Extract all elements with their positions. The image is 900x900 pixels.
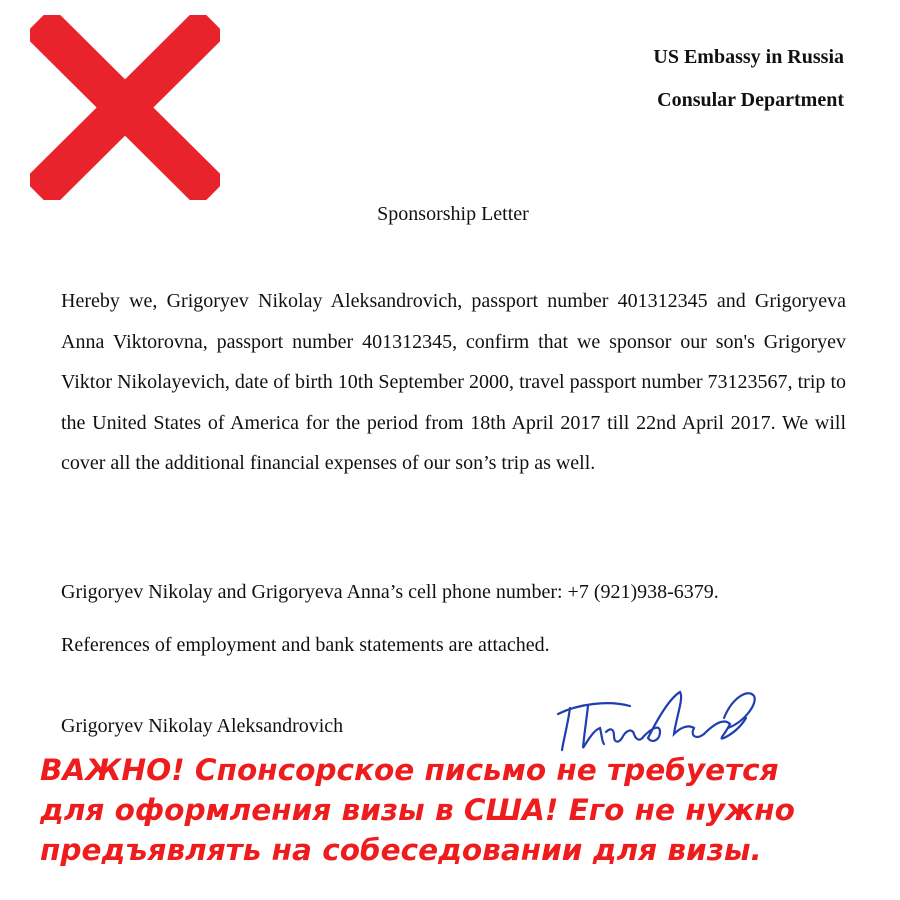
phone-number-line: Grigoryev Nikolay and Grigoryeva Anna’s cell phone number: +7 (921)938-6379. bbox=[61, 581, 719, 603]
warning-line-3: предъявлять на собеседовании для визы. bbox=[40, 833, 762, 867]
letter-body: Hereby we, Grigoryev Nikolay Aleksandrovich, passport number 401312345 and Grigoryeva Anna Viktorovna, passport number 401312345, confirm that we sponsor our son's Grigoryev Viktor Nikolayevich, date of birth 10th September 2000, travel passport number 73123567, trip to the United States of America for the period from 18th April 2017 till 22nd April 2017. We will cover all the additional financial expenses of our son’s trip as well. bbox=[61, 290, 846, 474]
recipient-embassy: US Embassy in Russia bbox=[653, 46, 844, 68]
recipient-department: Consular Department bbox=[657, 89, 844, 111]
references-line: References of employment and bank statements are attached. bbox=[61, 634, 550, 656]
letter-title: Sponsorship Letter bbox=[377, 203, 529, 225]
handwritten-signature bbox=[548, 678, 763, 758]
red-warning-overlay bbox=[40, 750, 880, 870]
warning-line-2: для оформления визы в США! Его не нужно bbox=[40, 793, 795, 827]
recipient-block bbox=[653, 36, 844, 122]
signer-name: Grigoryev Nikolay Aleksandrovich bbox=[61, 715, 344, 737]
warning-line-1: ВАЖНО! Спонсорское письмо не требуется bbox=[40, 753, 779, 787]
red-cross-icon bbox=[30, 15, 220, 200]
